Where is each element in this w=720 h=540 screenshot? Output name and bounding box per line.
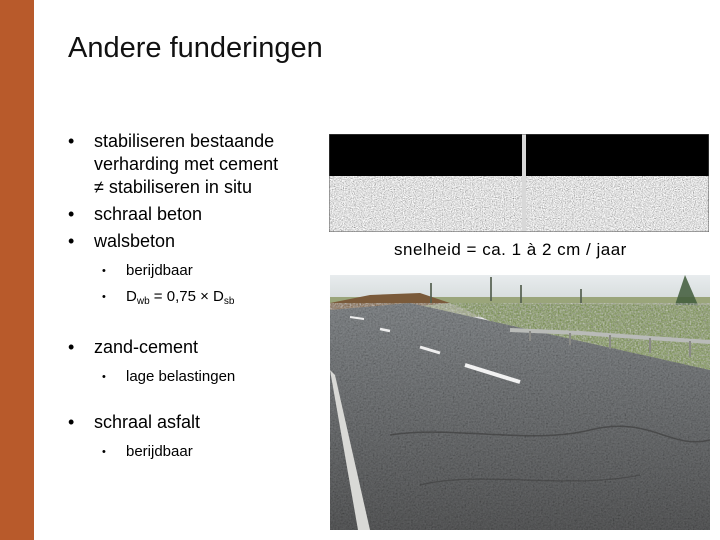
asphalt-layer-left [329, 134, 522, 176]
sub-bullet-item [64, 367, 334, 387]
bullet-text: zand-cement [94, 337, 199, 357]
sub-bullet-glyph: • [102, 265, 106, 277]
bullet-text: ≠ stabiliseren in situ [94, 177, 252, 197]
sub-bullet-item [64, 261, 334, 281]
bullet-item [64, 230, 334, 253]
bullet-glyph: • [68, 131, 75, 151]
formula: $D_{wb} = 0,75 \times D_{sb}$ [126, 288, 235, 307]
bullet-item [64, 411, 334, 434]
sub-bullet-text: lage belastingen [126, 368, 236, 385]
bullet-item [64, 336, 334, 359]
bullet-text: walsbeton [94, 231, 176, 251]
sub-bullet-glyph: • [102, 446, 106, 458]
sub-bullet-item [64, 442, 334, 462]
accent-sidebar [0, 0, 34, 540]
bullet-glyph: • [68, 412, 75, 432]
asphalt-layer-right [526, 134, 709, 176]
bullet-text: schraal asfalt [94, 412, 201, 432]
sub-bullet-glyph: • [102, 291, 106, 303]
bullet-item [64, 203, 334, 226]
bullet-glyph: • [68, 337, 75, 357]
slide-title: Andere funderingen [68, 32, 323, 64]
sub-bullet-text: berijdbaar [126, 262, 193, 279]
road-photo [330, 275, 710, 530]
bullet-list [64, 130, 334, 468]
crack-diagram [329, 134, 709, 232]
bullet-text: schraal beton [94, 204, 203, 224]
sub-bullet-text: berijdbaar [126, 443, 193, 460]
sub-bullet-item [64, 287, 334, 312]
cement-base-layer [329, 176, 709, 232]
figure-caption: snelheid = ca. 1 à 2 cm / jaar [394, 240, 627, 259]
bullet-glyph: • [68, 204, 75, 224]
bullet-text: stabiliseren bestaande [94, 131, 275, 151]
bullet-text: verharding met cement [94, 154, 279, 174]
bullet-item [64, 130, 334, 199]
reflective-crack [522, 134, 526, 232]
bullet-glyph: • [68, 231, 75, 251]
sub-bullet-glyph: • [102, 371, 106, 383]
